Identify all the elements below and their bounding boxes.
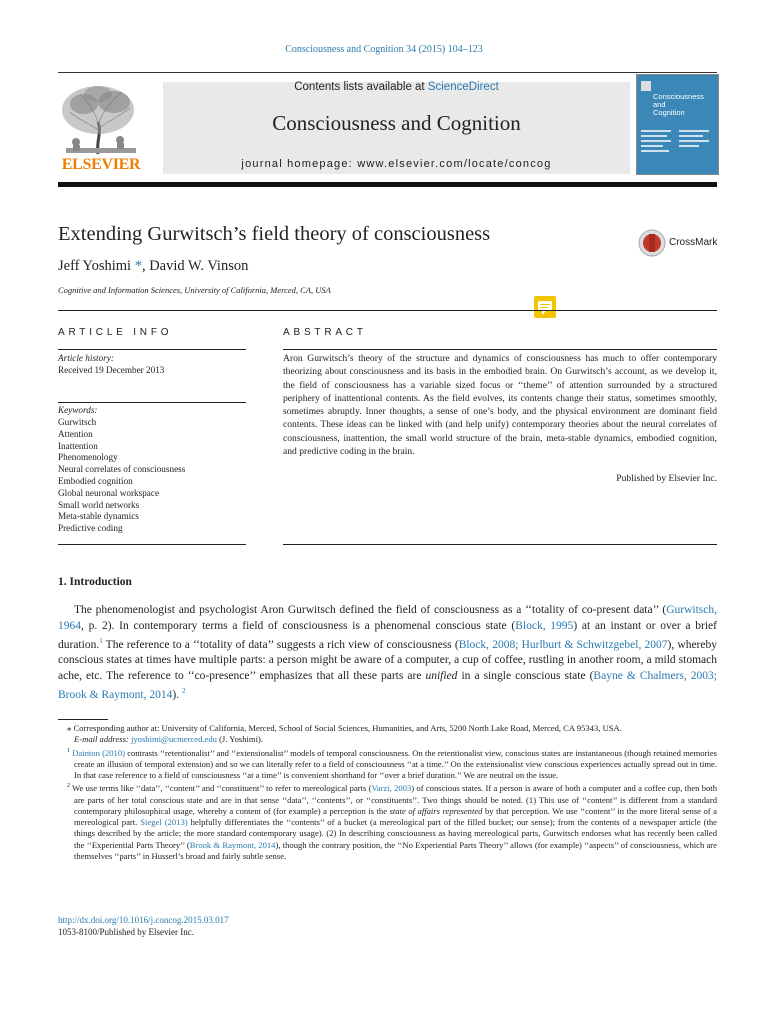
body-text: The phenomenologist and psychologist Aron Gurwitsch defined the field of consciousness as a ‘‘totality of co-present data’’ (: [74, 604, 667, 616]
body-text: ) at an instant or over a brief duration.: [58, 619, 717, 651]
header-rule-top: [58, 72, 717, 73]
email-suffix: (J. Yoshimi).: [216, 734, 264, 745]
issn-line: 1053-8100/Published by Elsevier Inc.: [58, 927, 194, 937]
elsevier-wordmark: ELSEVIER: [61, 156, 141, 173]
cover-title-line: Consciousness: [653, 92, 704, 101]
footnote-text: Corresponding author at: University of California, Merced, School of Social Sciences, Humanities, and Arts, 5200 North Lake Road, Merced, CA 95343, USA.: [73, 723, 622, 733]
abstract-text: Aron Gurwitsch’s theory of the structure and dynamics of consciousness has much to offer contemporary theorizing about consciousness and its basis in the embodied brain. On Gurwitsch’s account, as we develop it, the field of consciousness has a variable sized focus or ‘‘theme’’ of attention surrounded by a structured periphery of inattentional contents. As the field evolves, its contents change their status, sometimes smoothly, sometimes abruptly. Inner thoughts, a sense of one’s body, and the physical environment are dominant field contents. These ideas can be linked with (and help unify) contemporary theories about the neural correlates of consciousness, inattention, the small world structure of the brain, meta-stable dynamics, embodied cognition, and predictive coding in the brain.: [283, 353, 717, 458]
abstract-rule: [283, 544, 717, 545]
received-date: Received 19 December 2013: [58, 365, 165, 375]
article-info-rule: [58, 402, 246, 403]
cover-title-line: and: [653, 100, 666, 109]
emphasis-text: state of affairs represented: [389, 805, 483, 816]
annotation-note-icon[interactable]: [534, 296, 556, 318]
body-text: ).: [172, 689, 180, 702]
keywords-list: [58, 417, 185, 535]
homepage-prefix: journal homepage:: [241, 158, 358, 170]
author-separator: ,: [141, 258, 150, 274]
article-title: Extending Gurwitsch’s field theory of consciousness: [58, 223, 491, 245]
citation-link[interactable]: Varzi, 2003: [371, 783, 412, 794]
footnote-text: ) of conscious states. If a person is aware of both a computer and a coffee cup, then both are parts of her total conscious state and are in that sense ‘‘data’’, ‘‘contents’’, or ‘‘constituents’’. Two things should be noted. (1) This use of ‘‘content’’ is different from a standard contemporary philosophical usage, whereby a content of (for example) a perception is the: [74, 783, 717, 816]
intro-paragraph: [58, 603, 717, 704]
footnote-email: [58, 734, 717, 745]
footnote-text: ), though the contrary position, the ‘‘No Experiential Parts Theory’’ allows (for example) ‘‘aspects’’ of consciousness, which are themselves ‘‘parts’’ in Husserl’s broad and fairly subtle sense.: [74, 839, 717, 861]
cover-text-block: [679, 127, 713, 167]
footnote-marker: ⁎: [67, 723, 72, 733]
history-label: Article history:: [58, 353, 114, 363]
homepage-url-link[interactable]: www.elsevier.com/locate/concog: [357, 158, 552, 170]
keyword: Attention: [58, 428, 93, 439]
author-name: David W. Vinson: [149, 258, 249, 274]
article-info-rule: [58, 544, 246, 545]
footnote-text: We use terms like ‘‘data’’, ‘‘content’’ and ‘‘constituent’’ to refer to mereological parts (: [72, 783, 372, 794]
keyword: Gurwitsch: [58, 417, 97, 427]
contents-prefix: Contents lists available at: [294, 81, 428, 93]
citation-link[interactable]: Siegel (2013): [140, 817, 188, 828]
keyword: Neural correlates of consciousness: [58, 464, 186, 475]
footnote-2: [58, 781, 717, 862]
keyword: Predictive coding: [58, 523, 123, 534]
journal-cover-thumbnail[interactable]: [636, 74, 719, 175]
body-text: The reference to a ‘‘totality of data’’ suggests a rich view of consciousness (: [102, 638, 459, 651]
citation-link[interactable]: Gurwitsch, 1964: [58, 604, 717, 632]
section-rule: [58, 310, 717, 311]
citation-link[interactable]: Block, 2008; Hurlburt & Schwitzgebel, 2007: [458, 638, 668, 651]
keyword: Global neuronal workspace: [58, 487, 160, 498]
body-text: in a single conscious state (: [457, 669, 594, 682]
corresponding-author-marker[interactable]: *: [134, 258, 142, 274]
citation-link[interactable]: Bayne & Chalmers, 2003; Brook & Raymont, 2014: [58, 669, 717, 702]
cover-logo-icon: [641, 81, 651, 91]
abstract-rule: [283, 349, 717, 350]
cover-text-block: [641, 127, 675, 167]
doi-link[interactable]: http://dx.doi.org/10.1016/j.concog.2015.03.017: [58, 915, 229, 925]
crossmark-label[interactable]: CrossMark: [669, 237, 718, 248]
footnote-marker: 1: [67, 747, 70, 754]
body-text: ), whereby conscious states at times have multiple parts: a person might be aware of a computer, a cup of coffee, rustling in another room, a mild stomach ache, etc. The reference to ‘‘co-presence’’ emphasizes that all these parts are: [58, 638, 717, 682]
article-info-rule: [58, 349, 246, 350]
citation-link[interactable]: Brook & Raymont, 2014: [189, 839, 276, 850]
header-rule-bottom: [58, 182, 717, 187]
section-heading: 1. Introduction: [58, 576, 132, 588]
footnote-ref[interactable]: 2: [181, 687, 186, 696]
article-info-heading: ARTICLE INFO: [58, 327, 173, 338]
cover-title-line: Cognition: [653, 108, 685, 117]
author-name: Jeff Yoshimi: [58, 258, 132, 274]
email-link[interactable]: jyoshimi@ucmerced.edu: [130, 734, 217, 745]
journal-reference[interactable]: Consciousness and Cognition 34 (2015) 104–123: [285, 44, 483, 55]
footnote-rule: [58, 719, 108, 720]
authors-line: [58, 258, 248, 275]
body-text: , p. 2). In contemporary terms a field of consciousness is a phenomenal conscious state (: [81, 619, 516, 632]
emphasis-text: unified: [425, 669, 458, 682]
footnote-marker: 2: [67, 783, 70, 790]
footnote-text: by that perception. We use ‘‘content’’ in the more literal sense of a mereological part.: [74, 805, 717, 828]
journal-title[interactable]: Consciousness and Cognition: [272, 111, 521, 135]
abstract-published-by: Published by Elsevier Inc.: [616, 473, 717, 484]
keyword: Inattention: [58, 440, 98, 451]
keyword: Meta-stable dynamics: [58, 511, 139, 522]
keyword: Small world networks: [58, 499, 140, 510]
keywords-label: Keywords:: [58, 405, 98, 415]
footnote-1: [58, 746, 717, 782]
keyword: Phenomenology: [58, 452, 118, 463]
footnotes: [58, 723, 717, 862]
sciencedirect-link[interactable]: ScienceDirect: [427, 81, 499, 93]
email-label: E-mail address:: [74, 734, 131, 745]
keyword: Embodied cognition: [58, 475, 133, 486]
citation-link[interactable]: Block, 1995: [515, 619, 574, 632]
footnote-ref[interactable]: 1: [99, 637, 103, 645]
affiliation: Cognitive and Information Sciences, University of California, Merced, CA, USA: [58, 285, 331, 295]
footnote-corresponding: [58, 723, 717, 734]
abstract-heading: ABSTRACT: [283, 327, 367, 338]
footnote-text: helpfully differentiates the ‘‘contents’’ of a bucket (a mereological part of the filled bucket; our sense); from the contents of a newspaper article (the things described by the article; the more standard contemporary usage). (2) In describing consciousness as having mereological parts, Gurwitsch endorses what has recently been called the ‘‘Experiential Parts Theory’’ (: [74, 817, 717, 850]
citation-link[interactable]: Dainton (2010): [72, 747, 125, 758]
footnote-text: contrasts ‘‘retentionalist’’ and ‘‘extensionalist’’ models of temporal consciousness. On the retentionalist view, conscious states are instantaneous (though retained memories create an illusion of temporal extension) and so we can literally refer to a field of consciousness ‘‘at a time.’’ On the extensionalist view conscious experiences actually spread out in time. In that case reference to a field of consciousness ‘‘at a time’’ is convenient shorthand for ‘‘over a brief duration.’’ We are neutral on the issue.: [74, 747, 717, 781]
contents-available-line: [163, 81, 630, 93]
journal-homepage-line: [163, 158, 630, 170]
